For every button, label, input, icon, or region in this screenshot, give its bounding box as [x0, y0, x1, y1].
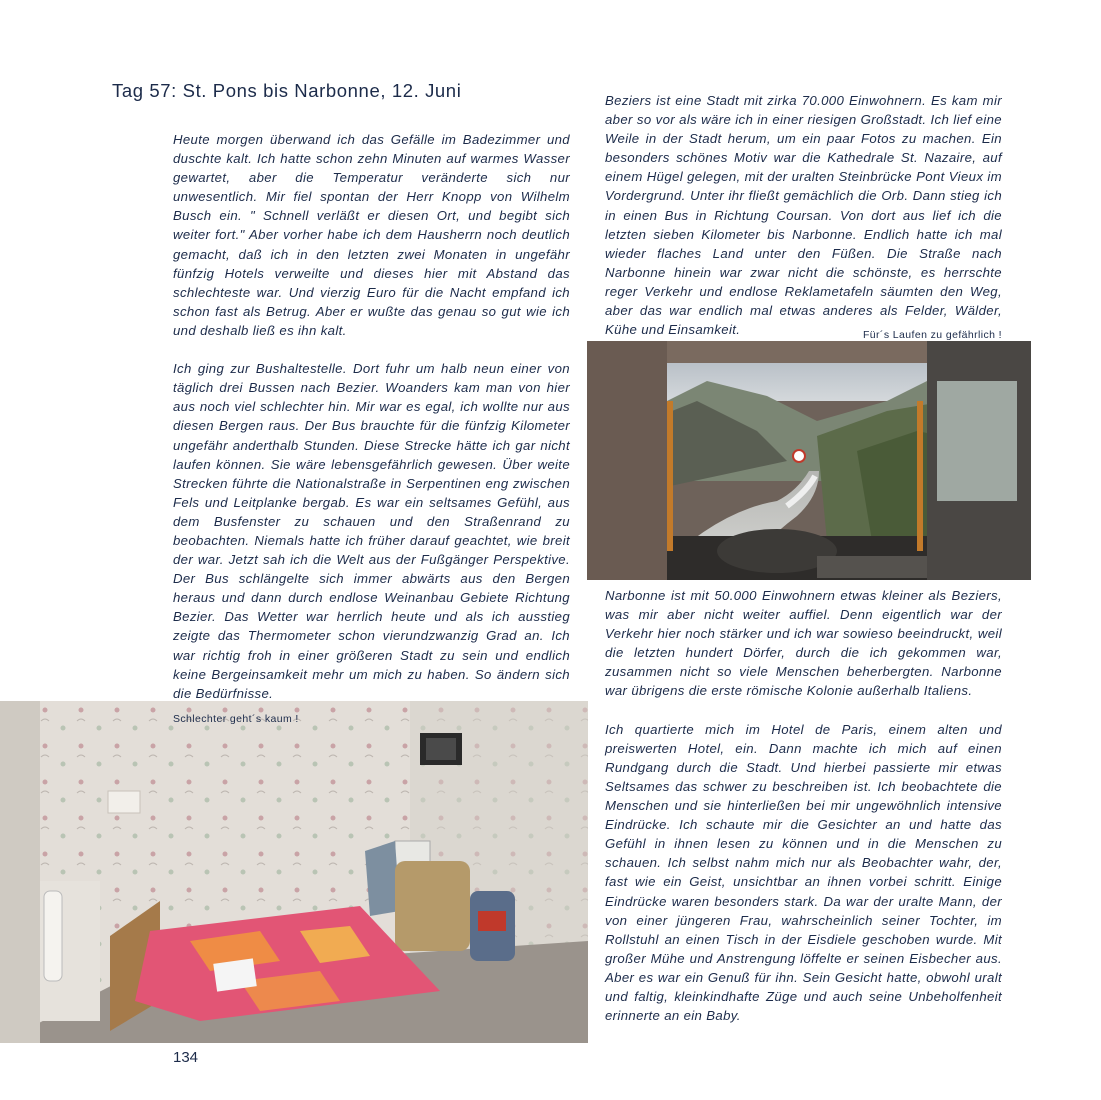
bus-window-photo [587, 341, 1031, 580]
paragraph: Beziers ist eine Stadt mit zirka 70.000 Einwohnern. Es kam mir aber so vor als wäre ich in einer riesigen Großstadt. Ich lief eine Weile in der Stadt herum, um ein paar Fotos zu machen. Ein besonders schönes Motiv war die Kathedrale St. Nazaire, auf einem Hügel gelegen, mit der uralten Steinbrücke Pont Vieux im Vordergrund. Unter ihr fließt gemächlich die Orb. Dann stieg ich in einen Bus in Richtung Coursan. Von dort aus lief ich die letzten sieben Kilometer bis Narbonne. Endlich hatte ich mal wieder flaches Land unter den Füßen. Die Straße nach Narbonne hinein war zwar nicht die schönste, es herrschte reger Verkehr und endlose Reklametafeln säumten den Weg, aber das war endlich mal etwas anderes als Felder, Wälder, Kühe und Einsamkeit. [605, 93, 1002, 338]
paragraph: Ich ging zur Bushaltestelle. Dort fuhr um halb neun einer von täglich drei Bussen nach Bezier. Woanders kam man von hier aus noch viel schlechter hin. Mir war es egal, ich wollte nur aus diesen Bergen raus. Der Bus brauchte für die fünfzig Kilometer ungefähr anderthalb Stunden. Diese Strecke hätte ich gar nicht laufen können. Sie wäre lebensgefährlich gewesen. Über weite Strecken führte die Nationalstraße in Serpentinen eng zwischen Fels und Leitplanke bergab. Es war ein seltsames Gefühl, aus dem Busfenster zu schauen und den Straßenrand zu beobachten. Niemals hatte ich früher darauf geachtet, wie breit der war. Jetzt sah ich die Welt aus der Fußgänger Perspektive. Der Bus schlängelte sich immer abwärts aus den Bergen heraus und dann durch endlose Weinanbau Gebiete Richtung Bezier. Das Wetter war herrlich heute und als ich ausstieg zeigte das Thermometer schon vierundzwanzig Grad an. Ich war richtig froh in einer größeren Stadt zu sein und endlich keine Bergeinsamkeit mehr um mich zu haben. So ändern sich die Bedürfnisse. [173, 361, 570, 701]
bus-photo-caption: Für´s Laufen zu gefährlich ! [862, 329, 1002, 341]
left-column-text [173, 130, 570, 703]
paragraph: Narbonne ist mit 50.000 Einwohnern etwas kleiner als Beziers, was mir aber nicht weiter auffiel. Denn eigentlich war der Verkehr hier noch stärker und ich war sowieso beeindruckt, weil die letzten hundert Dörfer, durch die ich gekommen war, zusammen nicht so viele Menschen beherbergten. Narbonne war übrigens die erste römische Kolonie außerhalb Italiens. [605, 588, 1002, 699]
hotel-room-photo [0, 701, 588, 1043]
paragraph: Heute morgen überwand ich das Gefälle im Badezimmer und duschte kalt. Ich hatte schon zehn Minuten auf warmes Wasser gewartet, aber die Temperatur veränderte sich nur unwesentlich. Mir fiel spontan der Herr Knopp von Wilhelm Busch ein. " Schnell verläßt er diesen Ort, und begibt sich weiter fort." Aber vorher habe ich dem Hausherrn noch deutlich gemacht, daß ich in den letzten zwei Monaten in ungefähr fünfzig Hotels verweilte und dieses hier mit Abstand das schlechteste war. Und vierzig Euro für die Nacht empfand ich schon fast als Betrug. Aber er wußte das genau so gut wie ich und deshalb ließ es ihn kalt. [173, 132, 570, 338]
page-title: Tag 57: St. Pons bis Narbonne, 12. Juni [112, 80, 462, 101]
right-column-text-top [605, 91, 1002, 339]
room-photo-caption: Schlechter geht´s kaum ! [173, 713, 299, 725]
right-column-text-bottom [605, 586, 1002, 1025]
page-number: 134 [173, 1049, 199, 1066]
paragraph: Ich quartierte mich im Hotel de Paris, einem alten und preiswerten Hotel, ein. Dann machte ich mich auf einen Rundgang durch die Stadt. Und hierbei passierte mir etwas Seltsames das schwer zu beschreiben ist. Ich beobachtete die Menschen und sie hinterließen bei mir ungewöhnlich intensive Eindrücke. Ich schaute mir die Gesichter an und hatte das Gefühl in ihnen lesen zu können und in die Menschen zu schauen. Ich selbst nahm mich nur als Beobachter wahr, der, fast wie ein Geist, unsichtbar an ihnen vorbei schritt. Einige Eindrücke waren besonders stark. Da war der uralte Mann, der von einer jüngeren Frau, wahrscheinlich seiner Tochter, im Rollstuhl an einen Tisch in der Eisdiele geschoben wurde. Mit großer Mühe und Anstrengung löffelte er seinen Eisbecher aus. Aber es war ein Genuß für ihn. Sein Gesicht hatte, obwohl uralt und faltig, kleinkindhafte Züge und auch seine Unbeholfenheit erinnerte an ein Baby. [605, 721, 1002, 1024]
